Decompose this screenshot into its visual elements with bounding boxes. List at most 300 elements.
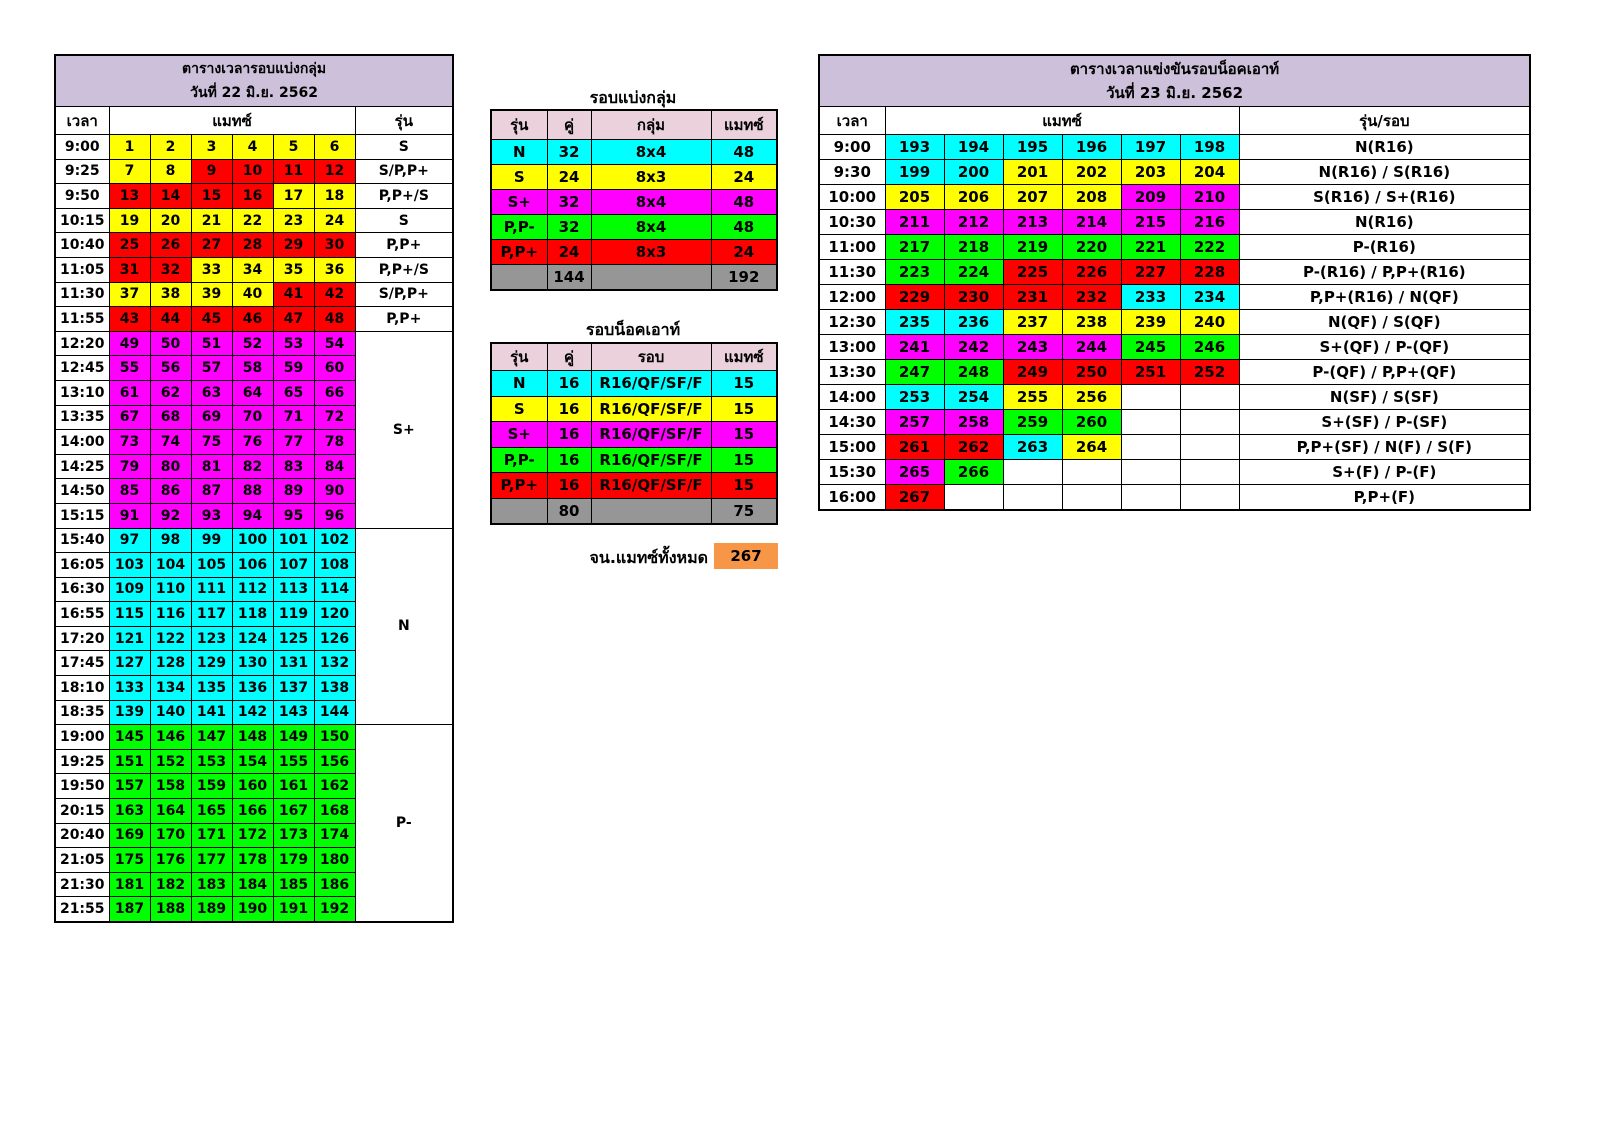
match-cell: 82 — [232, 454, 273, 479]
match-cell: 37 — [109, 282, 150, 307]
group-schedule-row — [55, 184, 453, 209]
match-cell: 152 — [150, 749, 191, 774]
ko-match-cell — [1180, 385, 1239, 410]
match-cell: 74 — [150, 430, 191, 455]
summary-class: P,P+ — [491, 240, 547, 265]
match-cell: 58 — [232, 356, 273, 381]
knockout-schedule-row — [819, 210, 1530, 235]
ko-time-cell: 12:00 — [819, 285, 885, 310]
time-cell: 19:50 — [55, 774, 109, 799]
match-cell: 101 — [273, 528, 314, 553]
match-cell: 143 — [273, 700, 314, 725]
time-cell: 12:20 — [55, 331, 109, 356]
time-cell: 19:00 — [55, 725, 109, 750]
ko-match-cell: 254 — [944, 385, 1003, 410]
match-cell: 19 — [109, 208, 150, 233]
match-cell: 114 — [314, 577, 355, 602]
ko-class-round-cell: N(R16) / S(R16) — [1239, 160, 1530, 185]
match-cell: 165 — [191, 799, 232, 824]
match-cell: 170 — [150, 823, 191, 848]
ko-match-cell: 235 — [885, 310, 944, 335]
ko-match-cell: 256 — [1062, 385, 1121, 410]
ko-match-cell: 221 — [1121, 235, 1180, 260]
match-cell: 184 — [232, 872, 273, 897]
match-cell: 135 — [191, 676, 232, 701]
match-cell: 147 — [191, 725, 232, 750]
ko-match-cell: 260 — [1062, 410, 1121, 435]
ko-match-cell: 215 — [1121, 210, 1180, 235]
match-cell: 48 — [314, 307, 355, 332]
match-cell: 79 — [109, 454, 150, 479]
summary-header-cell: แมทซ์ — [711, 343, 777, 371]
summary-header-cell: คู่ — [547, 343, 591, 371]
match-cell: 24 — [314, 208, 355, 233]
match-cell: 106 — [232, 553, 273, 578]
knockout-schedule-row — [819, 285, 1530, 310]
ko-header-match: แมทซ์ — [885, 107, 1239, 135]
match-cell: 188 — [150, 897, 191, 922]
ko-match-cell: 244 — [1062, 335, 1121, 360]
summary-row — [491, 240, 777, 265]
match-cell: 94 — [232, 503, 273, 528]
match-cell: 126 — [314, 626, 355, 651]
match-cell: 107 — [273, 553, 314, 578]
ko-match-cell: 196 — [1062, 135, 1121, 160]
summary-total-pairs: 80 — [547, 498, 591, 524]
match-cell: 80 — [150, 454, 191, 479]
summary-class: P,P- — [491, 215, 547, 240]
knockout-schedule-row — [819, 135, 1530, 160]
match-cell: 9 — [191, 159, 232, 184]
summary-pairs: 16 — [547, 422, 591, 448]
match-cell: 158 — [150, 774, 191, 799]
match-cell: 1 — [109, 135, 150, 160]
match-cell: 104 — [150, 553, 191, 578]
ko-match-cell — [1180, 460, 1239, 485]
match-cell: 44 — [150, 307, 191, 332]
knockout-schedule-row — [819, 360, 1530, 385]
match-cell: 186 — [314, 872, 355, 897]
match-cell: 113 — [273, 577, 314, 602]
ko-match-cell: 255 — [1003, 385, 1062, 410]
match-cell: 11 — [273, 159, 314, 184]
match-cell: 183 — [191, 872, 232, 897]
summary-class: S — [491, 396, 547, 422]
match-cell: 27 — [191, 233, 232, 258]
match-cell: 174 — [314, 823, 355, 848]
summary-matches: 24 — [711, 240, 777, 265]
ko-time-cell: 15:30 — [819, 460, 885, 485]
match-cell: 159 — [191, 774, 232, 799]
time-cell: 9:50 — [55, 184, 109, 209]
match-cell: 176 — [150, 848, 191, 873]
match-cell: 38 — [150, 282, 191, 307]
match-cell: 140 — [150, 700, 191, 725]
knockout-schedule-row — [819, 385, 1530, 410]
match-cell: 71 — [273, 405, 314, 430]
knockout-schedule-table — [818, 54, 1531, 511]
match-cell: 112 — [232, 577, 273, 602]
match-cell: 16 — [232, 184, 273, 209]
ko-match-cell: 240 — [1180, 310, 1239, 335]
ko-match-cell: 231 — [1003, 285, 1062, 310]
summary-total-row — [491, 265, 777, 291]
summary-pairs: 32 — [547, 215, 591, 240]
time-cell: 16:30 — [55, 577, 109, 602]
summary-pairs: 24 — [547, 165, 591, 190]
ko-match-cell — [1062, 485, 1121, 511]
match-cell: 34 — [232, 257, 273, 282]
ko-match-cell: 229 — [885, 285, 944, 310]
ko-match-cell: 223 — [885, 260, 944, 285]
time-cell: 21:30 — [55, 872, 109, 897]
summary-pairs: 16 — [547, 447, 591, 473]
match-cell: 46 — [232, 307, 273, 332]
match-cell: 33 — [191, 257, 232, 282]
ko-class-round-cell: P-(R16) — [1239, 235, 1530, 260]
ko-match-cell — [1121, 435, 1180, 460]
ko-class-round-cell: N(QF) / S(QF) — [1239, 310, 1530, 335]
header-match: แมทซ์ — [109, 107, 355, 135]
knockout-schedule-row — [819, 460, 1530, 485]
ko-match-cell: 259 — [1003, 410, 1062, 435]
match-cell: 120 — [314, 602, 355, 627]
summary-pairs: 16 — [547, 396, 591, 422]
match-cell: 45 — [191, 307, 232, 332]
match-cell: 162 — [314, 774, 355, 799]
ko-match-cell — [1121, 410, 1180, 435]
ko-class-round-cell: S+(SF) / P-(SF) — [1239, 410, 1530, 435]
match-cell: 30 — [314, 233, 355, 258]
group-schedule-row — [55, 208, 453, 233]
ko-match-cell: 225 — [1003, 260, 1062, 285]
match-cell: 100 — [232, 528, 273, 553]
ko-match-cell: 241 — [885, 335, 944, 360]
ko-match-cell — [1003, 460, 1062, 485]
time-cell: 16:05 — [55, 553, 109, 578]
ko-match-cell: 200 — [944, 160, 1003, 185]
summary-row — [491, 396, 777, 422]
ko-match-cell: 257 — [885, 410, 944, 435]
match-cell: 161 — [273, 774, 314, 799]
match-cell: 185 — [273, 872, 314, 897]
knockout-schedule-title-line2: วันที่ 23 มิ.ย. 2562 — [1106, 84, 1244, 102]
match-cell: 182 — [150, 872, 191, 897]
match-cell: 36 — [314, 257, 355, 282]
match-cell: 142 — [232, 700, 273, 725]
summary-groups: 8x4 — [591, 190, 711, 215]
time-cell: 10:40 — [55, 233, 109, 258]
ko-match-cell — [1180, 485, 1239, 511]
ko-time-cell: 15:00 — [819, 435, 885, 460]
time-cell: 9:00 — [55, 135, 109, 160]
match-cell: 136 — [232, 676, 273, 701]
summary-row — [491, 371, 777, 397]
match-cell: 12 — [314, 159, 355, 184]
ko-class-round-cell: N(R16) — [1239, 135, 1530, 160]
match-cell: 153 — [191, 749, 232, 774]
ko-match-cell: 264 — [1062, 435, 1121, 460]
class-cell: P,P+ — [355, 307, 453, 332]
summary-row — [491, 447, 777, 473]
class-cell: S — [355, 208, 453, 233]
ko-match-cell: 218 — [944, 235, 1003, 260]
group-schedule-title — [55, 55, 453, 107]
match-cell: 68 — [150, 405, 191, 430]
ko-match-cell: 233 — [1121, 285, 1180, 310]
match-cell: 49 — [109, 331, 150, 356]
ko-match-cell: 224 — [944, 260, 1003, 285]
match-cell: 190 — [232, 897, 273, 922]
ko-match-cell: 238 — [1062, 310, 1121, 335]
group-summary-title: รอบแบ่งกลุ่ม — [589, 88, 677, 107]
match-cell: 40 — [232, 282, 273, 307]
match-cell: 54 — [314, 331, 355, 356]
class-block-cell: S+ — [355, 331, 453, 528]
summary-total-row — [491, 498, 777, 524]
match-cell: 21 — [191, 208, 232, 233]
match-cell: 8 — [150, 159, 191, 184]
time-cell: 17:45 — [55, 651, 109, 676]
match-cell: 95 — [273, 503, 314, 528]
match-cell: 6 — [314, 135, 355, 160]
time-cell: 20:40 — [55, 823, 109, 848]
summary-class: S+ — [491, 422, 547, 448]
match-cell: 129 — [191, 651, 232, 676]
match-cell: 110 — [150, 577, 191, 602]
match-cell: 83 — [273, 454, 314, 479]
ko-match-cell: 237 — [1003, 310, 1062, 335]
match-cell: 3 — [191, 135, 232, 160]
match-cell: 97 — [109, 528, 150, 553]
time-cell: 21:05 — [55, 848, 109, 873]
knockout-schedule-row — [819, 235, 1530, 260]
summary-total-blank — [491, 498, 547, 524]
match-cell: 141 — [191, 700, 232, 725]
match-cell: 116 — [150, 602, 191, 627]
summary-matches: 48 — [711, 215, 777, 240]
summary-matches: 15 — [711, 396, 777, 422]
class-cell: P,P+ — [355, 233, 453, 258]
match-cell: 130 — [232, 651, 273, 676]
summary-class: S — [491, 165, 547, 190]
knockout-schedule-title-line1: ตารางเวลาแข่งขันรอบน็อคเอาท์ — [1069, 60, 1280, 78]
group-schedule-row — [55, 331, 453, 356]
match-cell: 149 — [273, 725, 314, 750]
summary-rounds: R16/QF/SF/F — [591, 422, 711, 448]
match-cell: 70 — [232, 405, 273, 430]
match-cell: 96 — [314, 503, 355, 528]
ko-class-round-cell: N(SF) / S(SF) — [1239, 385, 1530, 410]
summary-matches: 48 — [711, 140, 777, 165]
match-cell: 187 — [109, 897, 150, 922]
ko-match-cell: 206 — [944, 185, 1003, 210]
match-cell: 124 — [232, 626, 273, 651]
group-schedule-row — [55, 257, 453, 282]
time-cell: 20:15 — [55, 799, 109, 824]
ko-class-round-cell: S(R16) / S+(R16) — [1239, 185, 1530, 210]
ko-time-cell: 10:00 — [819, 185, 885, 210]
ko-match-cell: 234 — [1180, 285, 1239, 310]
summary-rounds: R16/QF/SF/F — [591, 473, 711, 499]
summary-header-cell: รุ่น — [491, 110, 547, 140]
group-schedule-row — [55, 528, 453, 553]
match-cell: 168 — [314, 799, 355, 824]
summary-row — [491, 422, 777, 448]
match-cell: 64 — [232, 380, 273, 405]
class-cell: S/P,P+ — [355, 159, 453, 184]
summary-header-cell: กลุ่ม — [591, 110, 711, 140]
ko-match-cell: 219 — [1003, 235, 1062, 260]
ko-match-cell: 197 — [1121, 135, 1180, 160]
summary-class: S+ — [491, 190, 547, 215]
match-cell: 111 — [191, 577, 232, 602]
summary-class: P,P+ — [491, 473, 547, 499]
summary-header-cell: คู่ — [547, 110, 591, 140]
match-cell: 90 — [314, 479, 355, 504]
ko-match-cell: 251 — [1121, 360, 1180, 385]
match-cell: 57 — [191, 356, 232, 381]
ko-match-cell — [1121, 385, 1180, 410]
summary-header-cell: รอบ — [591, 343, 711, 371]
knockout-schedule-row — [819, 310, 1530, 335]
ko-class-round-cell: S+(F) / P-(F) — [1239, 460, 1530, 485]
match-cell: 163 — [109, 799, 150, 824]
ko-class-round-cell: P,P+(F) — [1239, 485, 1530, 511]
time-cell: 13:10 — [55, 380, 109, 405]
summary-matches: 15 — [711, 447, 777, 473]
match-cell: 22 — [232, 208, 273, 233]
match-cell: 160 — [232, 774, 273, 799]
match-cell: 167 — [273, 799, 314, 824]
ko-time-cell: 13:30 — [819, 360, 885, 385]
header-time: เวลา — [55, 107, 109, 135]
group-schedule-row — [55, 282, 453, 307]
match-cell: 69 — [191, 405, 232, 430]
match-cell: 39 — [191, 282, 232, 307]
ko-class-round-cell: S+(QF) / P-(QF) — [1239, 335, 1530, 360]
ko-class-round-cell: P,P+(R16) / N(QF) — [1239, 285, 1530, 310]
match-cell: 72 — [314, 405, 355, 430]
summary-rounds: R16/QF/SF/F — [591, 371, 711, 397]
ko-time-cell: 13:00 — [819, 335, 885, 360]
match-cell: 53 — [273, 331, 314, 356]
knockout-summary-table — [490, 342, 778, 525]
match-cell: 93 — [191, 503, 232, 528]
ko-time-cell: 11:00 — [819, 235, 885, 260]
match-cell: 105 — [191, 553, 232, 578]
ko-match-cell: 214 — [1062, 210, 1121, 235]
match-cell: 157 — [109, 774, 150, 799]
ko-match-cell: 236 — [944, 310, 1003, 335]
class-cell: P,P+/S — [355, 184, 453, 209]
match-cell: 155 — [273, 749, 314, 774]
match-cell: 43 — [109, 307, 150, 332]
match-cell: 98 — [150, 528, 191, 553]
group-schedule-row — [55, 725, 453, 750]
match-cell: 23 — [273, 208, 314, 233]
match-cell: 178 — [232, 848, 273, 873]
match-cell: 18 — [314, 184, 355, 209]
ko-match-cell — [1121, 485, 1180, 511]
match-cell: 172 — [232, 823, 273, 848]
match-cell: 134 — [150, 676, 191, 701]
class-block-cell: P- — [355, 725, 453, 922]
ko-class-round-cell: P,P+(SF) / N(F) / S(F) — [1239, 435, 1530, 460]
knockout-schedule-title — [819, 55, 1530, 107]
match-cell: 51 — [191, 331, 232, 356]
summary-total-blank — [591, 265, 711, 291]
match-cell: 41 — [273, 282, 314, 307]
match-cell: 145 — [109, 725, 150, 750]
time-cell: 11:30 — [55, 282, 109, 307]
ko-match-cell: 213 — [1003, 210, 1062, 235]
ko-match-cell: 212 — [944, 210, 1003, 235]
time-cell: 19:25 — [55, 749, 109, 774]
ko-match-cell: 243 — [1003, 335, 1062, 360]
match-cell: 65 — [273, 380, 314, 405]
knockout-schedule-row — [819, 335, 1530, 360]
summary-matches: 15 — [711, 371, 777, 397]
ko-class-round-cell: P-(QF) / P,P+(QF) — [1239, 360, 1530, 385]
match-cell: 146 — [150, 725, 191, 750]
match-cell: 50 — [150, 331, 191, 356]
match-cell: 102 — [314, 528, 355, 553]
match-cell: 91 — [109, 503, 150, 528]
summary-matches: 24 — [711, 165, 777, 190]
summary-pairs: 16 — [547, 473, 591, 499]
ko-match-cell: 226 — [1062, 260, 1121, 285]
match-cell: 189 — [191, 897, 232, 922]
ko-time-cell: 12:30 — [819, 310, 885, 335]
match-cell: 63 — [191, 380, 232, 405]
ko-match-cell: 202 — [1062, 160, 1121, 185]
summary-row — [491, 215, 777, 240]
ko-match-cell: 250 — [1062, 360, 1121, 385]
ko-match-cell: 217 — [885, 235, 944, 260]
match-cell: 121 — [109, 626, 150, 651]
match-cell: 181 — [109, 872, 150, 897]
summary-groups: 8x3 — [591, 240, 711, 265]
ko-match-cell: 261 — [885, 435, 944, 460]
group-stage-schedule-table — [54, 54, 454, 923]
ko-match-cell: 242 — [944, 335, 1003, 360]
match-cell: 118 — [232, 602, 273, 627]
match-cell: 13 — [109, 184, 150, 209]
match-cell: 109 — [109, 577, 150, 602]
summary-groups: 8x4 — [591, 140, 711, 165]
match-cell: 137 — [273, 676, 314, 701]
match-cell: 133 — [109, 676, 150, 701]
ko-match-cell: 239 — [1121, 310, 1180, 335]
match-cell: 119 — [273, 602, 314, 627]
knockout-schedule-row — [819, 410, 1530, 435]
match-cell: 35 — [273, 257, 314, 282]
ko-class-round-cell: P-(R16) / P,P+(R16) — [1239, 260, 1530, 285]
match-cell: 67 — [109, 405, 150, 430]
time-cell: 15:15 — [55, 503, 109, 528]
ko-time-cell: 9:30 — [819, 160, 885, 185]
ko-header-class-round: รุ่น/รอบ — [1239, 107, 1530, 135]
match-cell: 125 — [273, 626, 314, 651]
ko-match-cell — [1003, 485, 1062, 511]
summary-total-pairs: 144 — [547, 265, 591, 291]
match-cell: 123 — [191, 626, 232, 651]
match-cell: 108 — [314, 553, 355, 578]
summary-pairs: 32 — [547, 190, 591, 215]
match-cell: 128 — [150, 651, 191, 676]
group-schedule-title-line2: วันที่ 22 มิ.ย. 2562 — [190, 85, 318, 101]
